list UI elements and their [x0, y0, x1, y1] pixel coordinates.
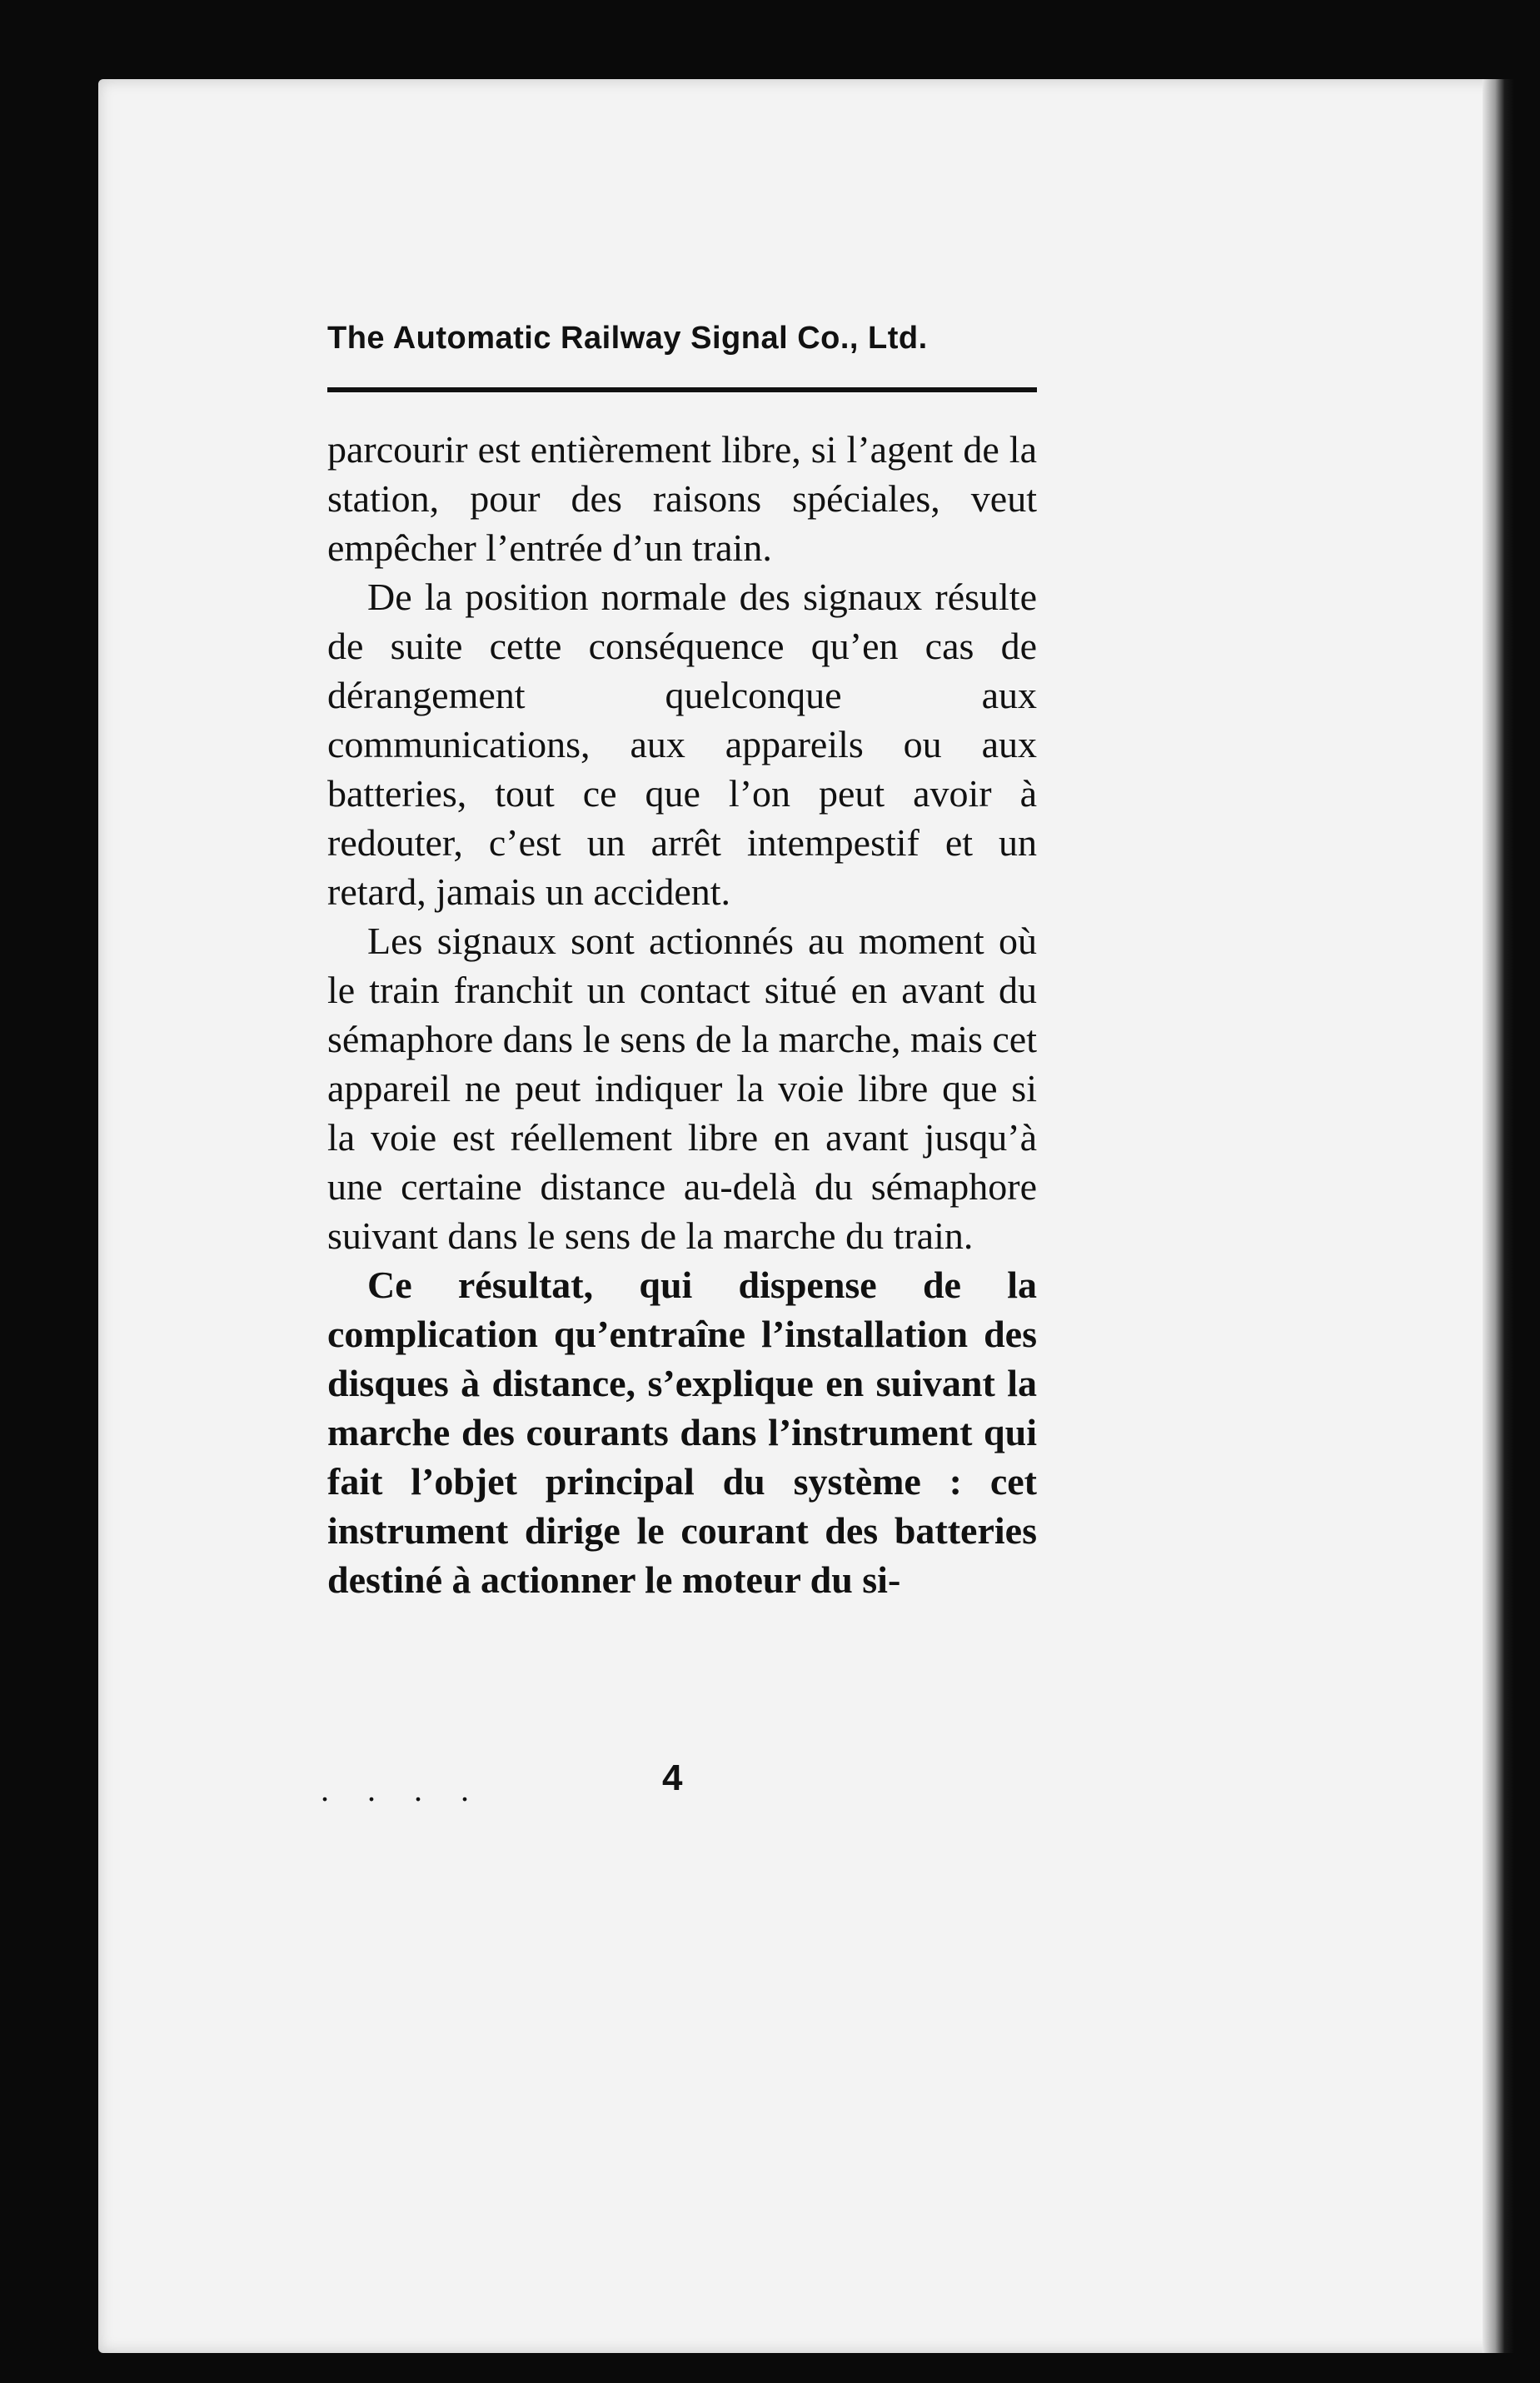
running-header: The Automatic Railway Signal Co., Ltd.	[327, 321, 928, 356]
page-edge-shadow	[1483, 79, 1514, 2353]
paragraph-4: Ce résultat, qui dispense de la complication qu’entraîne l’installation des disques à distance, s’explique en suivant la marche des courants dans l’instrument qui fait l’objet principal du système : cet instrument dirige le courant des batteries destiné à actionner le moteur du si-	[327, 1264, 1037, 1601]
paragraph-1: parcourir est entièrement libre, si l’agent de la station, pour des raisons spéciales, veut empêcher l’entrée d’un train.	[327, 428, 1037, 569]
body-text	[327, 425, 1037, 1604]
paragraph-3: Les signaux sont actionnés au moment où le train franchit un contact situé en avant du sémaphore dans le sens de la marche, mais cet appareil ne peut indiquer la voie libre que si la voie est réellement libre en avant jusqu’à une certaine distance au-delà du sémaphore suivant dans le sens de la marche du train.	[327, 920, 1037, 1257]
paragraph-2: De la position normale des signaux résulte de suite cette conséquence qu’en cas de dérangement quelconque aux communications, aux appareils ou aux batteries, tout ce que l’on peut avoir à redouter, c’est un arrêt intempestif et un retard, jamais un accident.	[327, 576, 1037, 913]
footer-dots: . . . .	[321, 1771, 484, 1808]
header-rule	[327, 387, 1037, 392]
page-number: 4	[662, 1757, 683, 1798]
page-footer	[321, 1757, 1070, 1807]
